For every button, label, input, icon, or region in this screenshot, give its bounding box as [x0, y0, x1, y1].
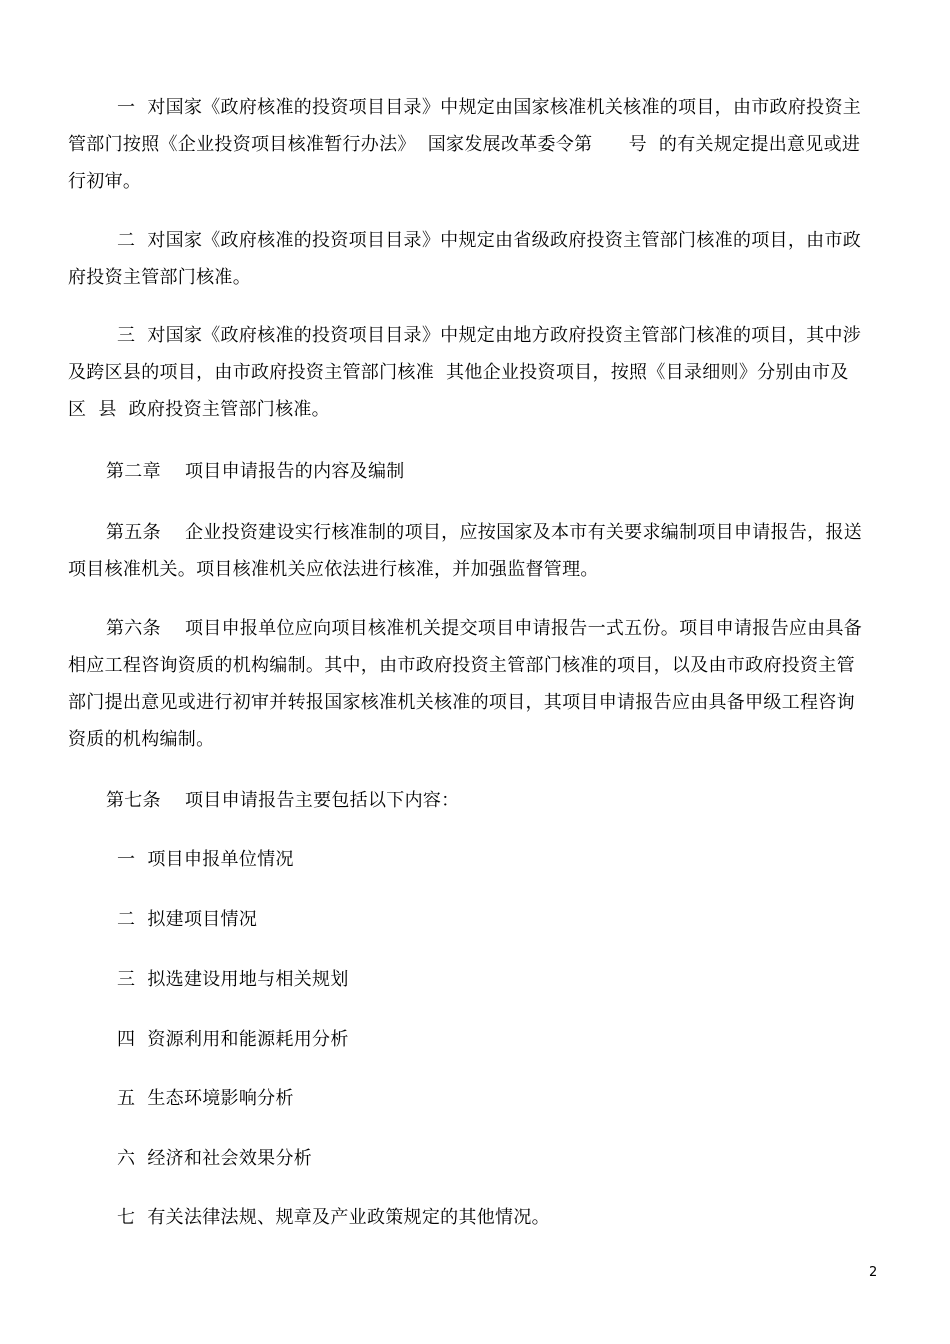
list-item: 六 经济和社会效果分析 — [117, 1148, 313, 1169]
paragraph-item-1 — [68, 89, 883, 200]
paragraph-line: 二 对国家《政府核准的投资项目目录》中规定由省级政府投资主管部门核准的项目，由市政 — [117, 230, 862, 251]
paragraph-line: 相应工程咨询资质的机构编制。其中，由市政府投资主管部门核准的项目，以及由市政府投资主管 — [68, 655, 855, 676]
contents-list-item — [68, 1140, 883, 1177]
paragraph-line: 管部门按照《企业投资项目核准暂行办法》 国家发展改革委令第 号 的有关规定提出意见或进 — [68, 134, 861, 155]
paragraph-line: 一 对国家《政府核准的投资项目目录》中规定由国家核准机关核准的项目，由市政府投资主 — [117, 97, 862, 118]
paragraph-line: 行初审。 — [68, 171, 142, 192]
page-number: 2 — [869, 1265, 878, 1280]
contents-list-item — [68, 1080, 883, 1117]
list-item: 一 项目申报单位情况 — [117, 849, 294, 870]
paragraph-line: 及跨区县的项目，由市政府投资主管部门核准 其他企业投资项目，按照《目录细则》分别由市及 — [68, 362, 849, 383]
paragraph-line: 府投资主管部门核准。 — [68, 267, 251, 288]
list-item: 三 拟选建设用地与相关规划 — [117, 969, 349, 990]
article-5 — [68, 514, 883, 588]
list-item: 七 有关法律法规、规章及产业政策规定的其他情况。 — [117, 1207, 550, 1228]
list-item: 二 拟建项目情况 — [117, 909, 258, 930]
paragraph-line: 第五条 企业投资建设实行核准制的项目，应按国家及本市有关要求编制项目申请报告，报送 — [106, 522, 863, 543]
paragraph-line: 资质的机构编制。 — [68, 729, 215, 750]
paragraph-item-3 — [68, 317, 883, 428]
paragraph-item-2 — [68, 222, 883, 296]
list-item: 四 资源利用和能源耗用分析 — [117, 1029, 349, 1050]
list-item: 五 生态环境影响分析 — [117, 1088, 294, 1109]
paragraph-line: 项目核准机关。项目核准机关应依法进行核准，并加强监督管理。 — [68, 559, 599, 580]
contents-list-item — [68, 901, 883, 938]
chapter-heading — [68, 453, 883, 490]
paragraph-line: 三 对国家《政府核准的投资项目目录》中规定由地方政府投资主管部门核准的项目，其中涉 — [117, 325, 862, 346]
paragraph-line: 部门提出意见或进行初审并转报国家核准机关核准的项目，其项目申请报告应由具备甲级工程咨询 — [68, 692, 855, 713]
chapter-title: 第二章 项目申请报告的内容及编制 — [106, 461, 405, 482]
article-7 — [68, 782, 883, 819]
contents-list-item — [68, 961, 883, 998]
contents-list-item — [68, 841, 883, 878]
contents-list-item — [68, 1199, 883, 1236]
contents-list-item — [68, 1021, 883, 1058]
paragraph-line: 第七条 项目申请报告主要包括以下内容： — [106, 790, 460, 811]
article-6 — [68, 610, 883, 758]
paragraph-line: 第六条 项目申报单位应向项目核准机关提交项目申请报告一式五份。项目申请报告应由具备 — [106, 618, 863, 639]
paragraph-line: 区 县 政府投资主管部门核准。 — [68, 399, 330, 420]
